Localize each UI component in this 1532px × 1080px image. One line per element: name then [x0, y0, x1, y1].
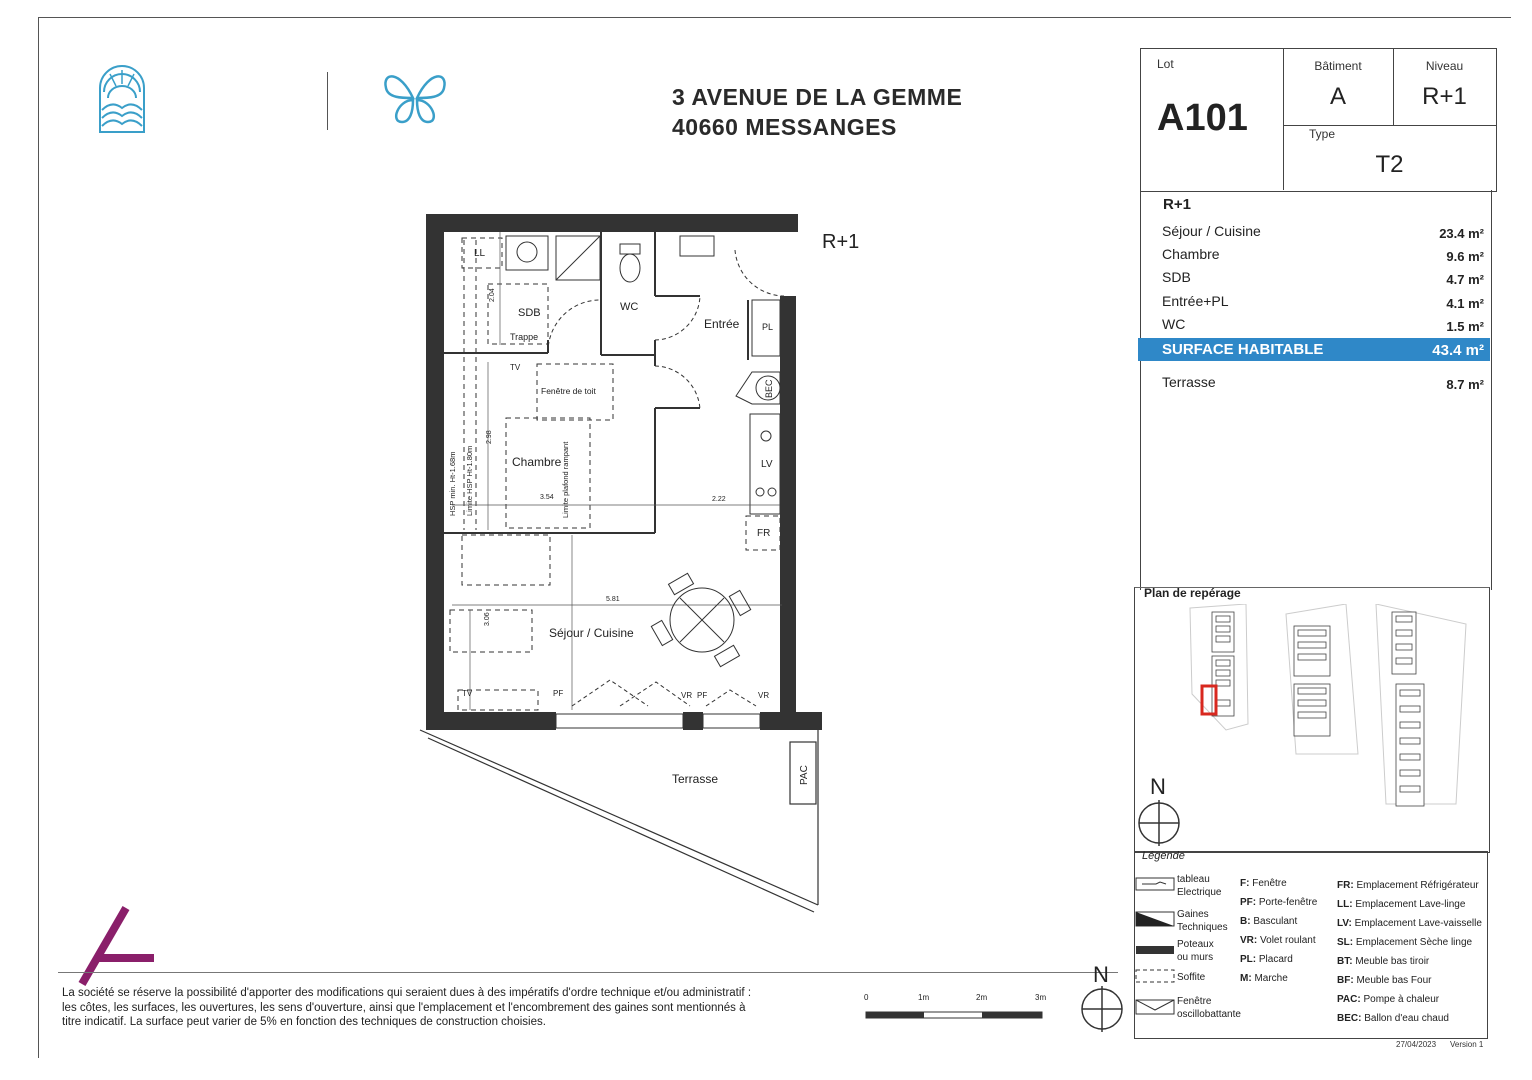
compass-icon — [1136, 800, 1182, 846]
surfaces-level: R+1 — [1163, 196, 1191, 213]
fenetre-toit-label: Fenêtre de toit — [541, 386, 596, 396]
vr-label: VR — [681, 691, 693, 700]
surface-name: WC — [1162, 316, 1186, 332]
footer-rule — [58, 972, 1118, 973]
sejour-label: Séjour / Cuisine — [549, 626, 634, 640]
address-line-1: 3 AVENUE DE LA GEMME — [672, 84, 963, 110]
terrasse-label: Terrasse — [672, 772, 719, 786]
legend-symbol-label: tableau Electrique — [1177, 874, 1222, 898]
vr-label: VR — [758, 691, 770, 700]
dim-label: 2.98 — [486, 430, 493, 444]
scale-tick: 3m — [1035, 993, 1047, 1002]
footer-date: 27/04/2023 — [1396, 1040, 1437, 1049]
surface-area: 4.7 m² — [1446, 272, 1484, 287]
surface-name: Chambre — [1162, 246, 1220, 262]
ll-label: LL — [474, 248, 486, 259]
fenetre-oscillo-symbol — [1136, 1000, 1174, 1014]
disclaimer: La société se réserve la possibilité d'apporter des modifications qui seraient dues à des impératifs d'ordre technique et/ou administratif : les côtes, les surfaces, les ouvertures, les sens d'ouverture, ainsi que l'emplacement et l'encombrement des gaines sont mentionnés à titre indicatif. La surface peut varier de 5% en fonction des techniques de construction choisies. — [62, 987, 752, 1028]
batiment-value: A — [1329, 83, 1346, 110]
footer-version: Version 1 — [1450, 1040, 1484, 1049]
reperage-site-map — [1186, 604, 1476, 834]
legend-codes-col3: FR: Emplacement Réfrigérateur LL: Emplacement Lave-linge LV: Emplacement Lave-vaisselle SL: Emplacement Sèche linge BT: Meuble bas tiroir BF: Meuble bas Four PAC: Pompe à chaleur BEC: Ballon d'eau chaud — [1337, 880, 1482, 1024]
wc-label: WC — [620, 301, 639, 313]
surface-name: Séjour / Cuisine — [1162, 223, 1261, 239]
niveau-value: R+1 — [1422, 83, 1467, 110]
legend-title: Légende — [1142, 850, 1185, 862]
bec-label: BEC — [764, 379, 774, 398]
reperage-north-label: N — [1150, 774, 1166, 799]
tv-label: TV — [510, 363, 521, 372]
surface-area: 9.6 m² — [1446, 249, 1484, 264]
reperage-title: Plan de repérage — [1144, 586, 1241, 600]
gaines-techniques-symbol — [1136, 912, 1174, 926]
dim-label: 3.54 — [540, 494, 554, 501]
terrace-outline — [420, 730, 818, 912]
scale-tick: 1m — [918, 993, 930, 1002]
partitions — [444, 232, 748, 533]
sdb-label: SDB — [518, 307, 541, 319]
legend-symbol-label: Soffite — [1177, 972, 1206, 983]
legend-codes-col2: F: Fenêtre PF: Porte-fenêtre B: Basculant VR: Volet roulant PL: Placard M: Marche — [1240, 878, 1318, 984]
dim-label: 2.04 — [489, 288, 496, 302]
habitable-value: 43.4 m² — [1432, 342, 1484, 359]
legend-symbol-label: Fenêtre oscillobattante — [1177, 996, 1241, 1020]
pl-label: PL — [762, 322, 774, 332]
fixtures — [506, 236, 780, 514]
lv-label: LV — [761, 459, 773, 470]
soffite-symbol — [1136, 970, 1174, 982]
north-compass-icon — [1079, 986, 1125, 1032]
dim-label: 3.06 — [484, 612, 491, 626]
surface-name: Entrée+PL — [1162, 293, 1229, 309]
surface-area: 1.5 m² — [1446, 319, 1484, 334]
type-value: T2 — [1375, 151, 1404, 178]
surface-name: SDB — [1162, 269, 1191, 285]
pf-label: PF — [697, 691, 708, 700]
terrace-label: Terrasse — [1162, 374, 1216, 390]
legend-symbols — [1134, 874, 1176, 1024]
lot-value: A101 — [1157, 97, 1248, 139]
habitable-label: SURFACE HABITABLE — [1162, 341, 1324, 358]
pf-label: PF — [553, 689, 564, 698]
hsp-min-label: HSP min. Ht-1.68m — [448, 451, 457, 516]
lot-info-box — [1140, 48, 1497, 192]
scale-tick: 2m — [976, 993, 988, 1002]
plan-level-label: R+1 — [822, 231, 860, 253]
walls — [426, 214, 822, 730]
north-label: N — [1093, 962, 1109, 987]
scale-bar — [860, 990, 1050, 1024]
surface-area: 23.4 m² — [1439, 226, 1484, 241]
entree-label: Entrée — [704, 317, 740, 331]
lot-label: Lot — [1157, 57, 1174, 71]
dining-table — [651, 573, 750, 666]
tableau-electrique-symbol — [1136, 878, 1174, 890]
legend-symbol-label: Gaines Techniques — [1177, 909, 1228, 933]
chambre-label: Chambre — [512, 455, 562, 469]
surface-area: 4.1 m² — [1446, 296, 1484, 311]
poteaux-symbol — [1136, 946, 1174, 954]
trappe-label: Trappe — [510, 332, 539, 342]
dim-label: 2.22 — [712, 496, 726, 503]
pac-label: PAC — [799, 765, 810, 785]
brand-logo-icon — [78, 906, 158, 986]
dim-label: 5.81 — [606, 596, 620, 603]
niveau-label: Niveau — [1425, 59, 1464, 73]
terrace-value: 8.7 m² — [1446, 377, 1484, 392]
tv-label: TV — [462, 689, 473, 698]
hsp-limit-label: Limite HSP Ht-1.80m — [465, 445, 474, 516]
batiment-label: Bâtiment — [1314, 59, 1362, 73]
type-label: Type — [1309, 127, 1336, 141]
scale-tick: 0 — [864, 993, 869, 1002]
rampant-label: Limite plafond rampant — [561, 441, 570, 518]
legend-symbol-label: Poteaux ou murs — [1177, 939, 1214, 963]
fr-label: FR — [757, 528, 771, 539]
address-line-2: 40660 MESSANGES — [672, 114, 897, 140]
